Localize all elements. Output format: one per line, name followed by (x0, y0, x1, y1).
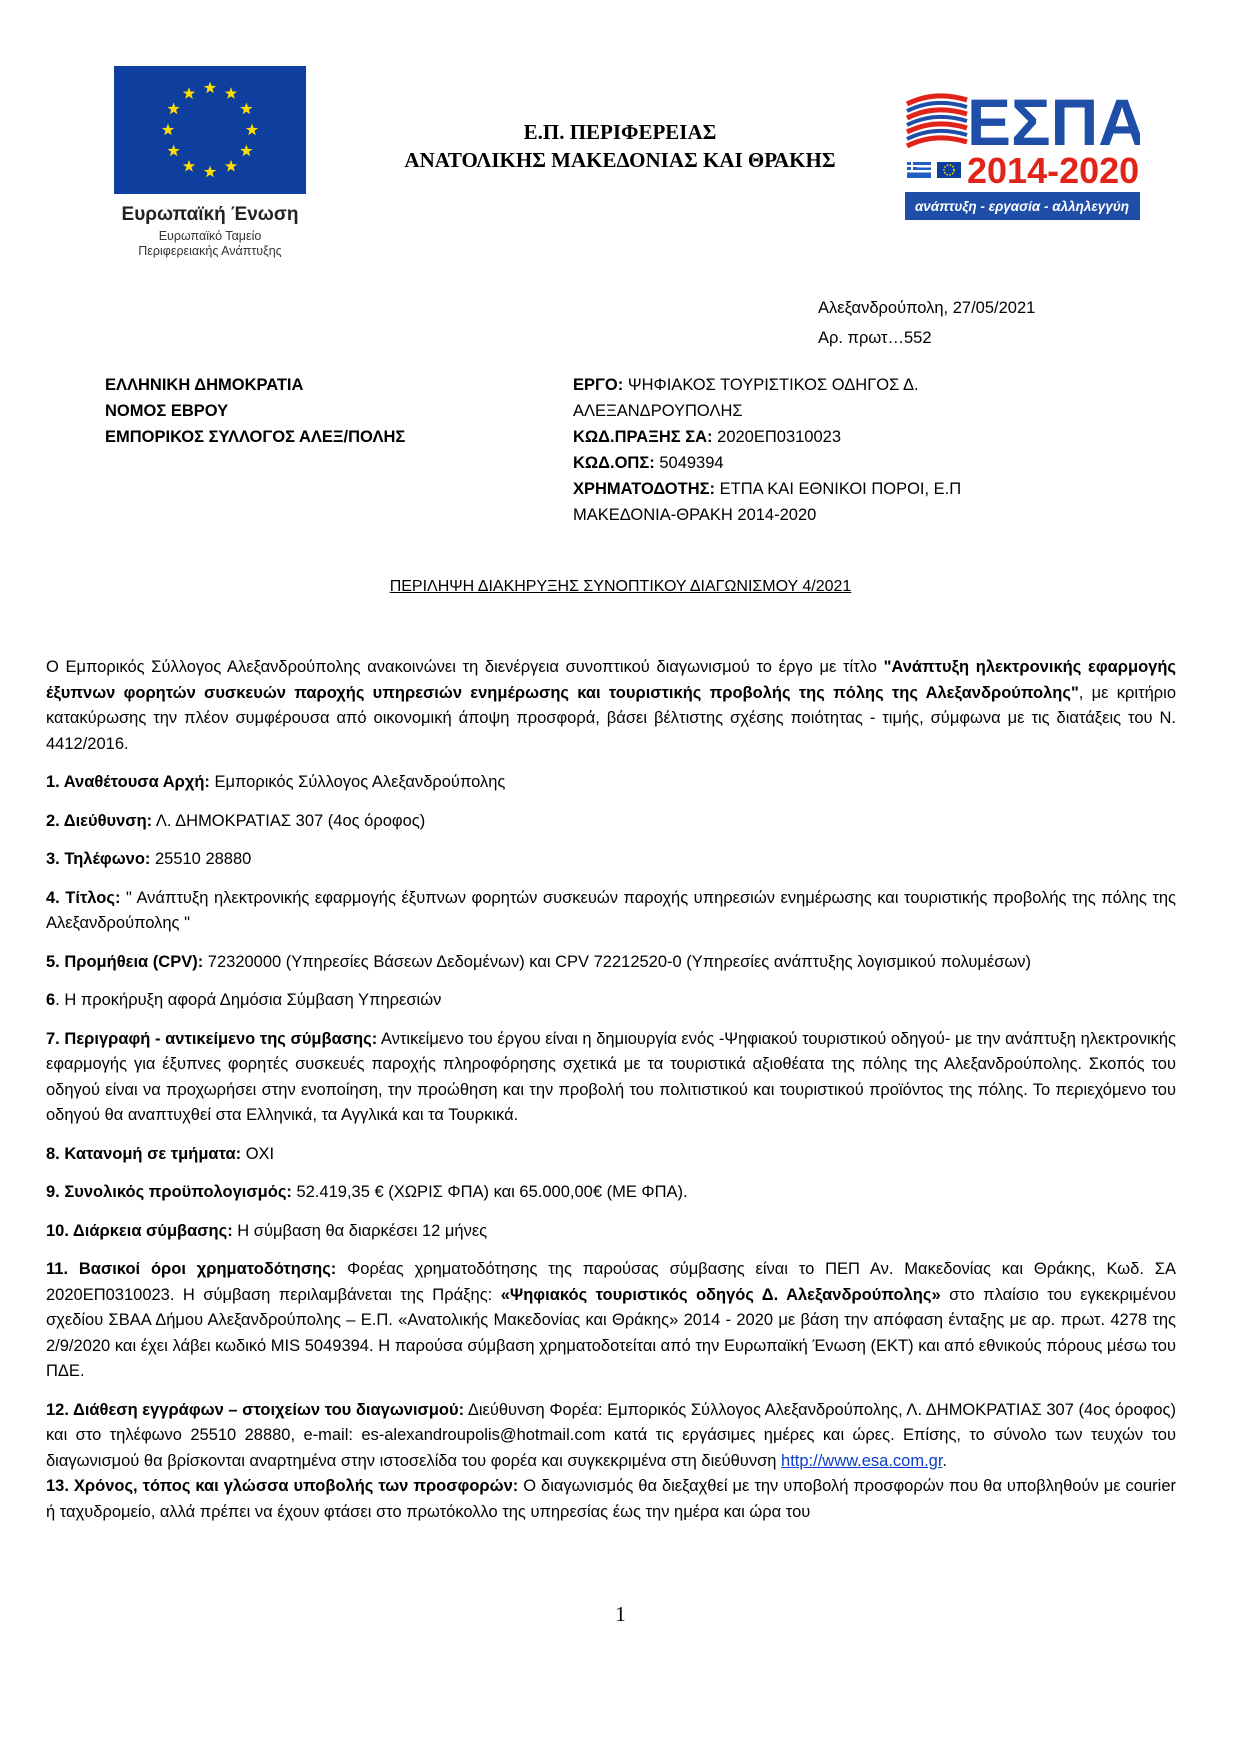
issuer-line: ΕΛΛΗΝΙΚΗ ΔΗΜΟΚΡΑΤΙΑ (105, 376, 304, 394)
eu-star-icon (167, 145, 179, 157)
intro-paragraph: Ο Εμπορικός Σύλλογος Αλεξανδρούπολης ανακοινώνει τη διενέργεια συνοπτικού διαγωνισμού το έργο με τίτλο "Ανάπτυξη ηλεκτρονικής εφαρμογής έξυπνων φορητών συσκευών παροχής υπηρεσιών ενημέρωσης και τουριστικής προβολής της πόλης της Αλεξανδρούπολης", με κριτήριο κατακύρωσης την πλέον συμφέρουσα από οικονομική άποψη προσφορά, βάσει βέλτιστης σχέσης ποιότητας - τιμής, σύμφωνα με τις διατάξεις του Ν. 4412/2016. (46, 658, 1177, 753)
issuer-info (105, 372, 405, 450)
eu-logo (112, 66, 308, 259)
list-item: 3. Τηλέφωνο: 25510 28880 (46, 850, 252, 868)
eu-star-icon (225, 87, 237, 99)
list-item: 9. Συνολικός προϋπολογισμός: 52.419,35 € (ΧΩΡΙΣ ΦΠΑ) και 65.000,00€ (ΜΕ ΦΠΑ). (46, 1183, 688, 1201)
list-item: 11. Βασικοί όροι χρηματοδότησης: Φορέας χρηματοδότησης της παρούσας σύμβασης είναι το ΠΕΠ Αν. Μακεδονίας και Θράκης, Κωδ. ΣΑ 2020ΕΠ0310023. Η σύμβαση περιλαμβάνεται της Πράξης: «Ψηφιακός τουριστικός οδηγός Δ. Αλεξανδρούπολης» στο πλαίσιο του εγκεκριμένου σχεδίου ΣΒΑΑ Δήμου Αλεξανδρούπολης – Ε.Π. «Ανατολικής Μακεδονίας και Θράκης» 2014 - 2020 με βάση την απόφαση ένταξης με αρ. πρωτ. 4278 της 2/9/2020 και έχει λάβει κωδικό MIS 5049394. Η παρούσα σύμβαση χρηματοδοτείται από την Ευρωπαϊκή Ένωση (ΕΚΤ) και από εθνικούς πόρους μέσω του ΠΔΕ. (46, 1260, 1176, 1380)
eu-logo-subtitle: Ευρωπαϊκό Ταμείο Περιφερειακής Ανάπτυξης (138, 229, 282, 258)
eu-star-icon (162, 124, 174, 136)
list-item: 13. Χρόνος, τόπος και γλώσσα υποβολής των προσφορών: Ο διαγωνισμός θα διεξαχθεί με την υποβολή προσφορών που θα υποβληθούν με courier ή ταχυδρομείο, αλλά πρέπει να έχουν φτάσει στο πρωτόκολλο της υπηρεσίας έως την ημέρα και ώρα του (46, 1477, 1176, 1521)
list-item: 6. Η προκήρυξη αφορά Δημόσια Σύμβαση Υπηρεσιών (46, 991, 442, 1009)
list-item: 5. Προμήθεια (CPV): 72320000 (Υπηρεσίες Βάσεων Δεδομένων) και CPV 72212520-0 (Υπηρεσίες ανάπτυξης λογισμικού πολυμέσων) (46, 952, 1032, 971)
eu-star-icon (204, 166, 216, 178)
list-item: 4. Τίτλος: " Ανάπτυξη ηλεκτρονικής εφαρμογής έξυπνων φορητών συσκευών παροχής υπηρεσιών ενημέρωσης και τουριστικής προβολής της πόλης της Αλεξανδρούπολης " (46, 888, 1176, 932)
list-item: 12. Διάθεση εγγράφων – στοιχείων του διαγωνισμού: Διεύθυνση Φορέα: Εμπορικός Σύλλογος Αλεξανδρούπολης, Λ. ΔΗΜΟΚΡΑΤΙΑΣ 307 (4ος όροφος) και στο τηλέφωνο 25510 28880, e-mail: es-alexandroupolis@hotmail.com κατά τις εργάσιμες ημέρες και ώρες. Επίσης, το σύνολο των τευχών του διαγωνισμού θα βρίσκονται αναρτημένα στην ιστοσελίδα του φορέα και συγκεκριμένα στη διεύθυνση http://www.esa.com.gr. (46, 1400, 1176, 1470)
document-body (46, 655, 1176, 1538)
protocol-number: Αρ. πρωτ…552 (818, 329, 932, 347)
espa-slogan: ανάπτυξη - εργασία - αλληλεγγύη (914, 199, 1130, 214)
eu-star-icon (183, 160, 195, 172)
website-link[interactable]: http://www.esa.com.gr (781, 1451, 943, 1470)
place-date: Αλεξανδρούπολη, 27/05/2021 (818, 299, 1036, 317)
list-item: 2. Διεύθυνση: Λ. ΔΗΜΟΚΡΑΤΙΑΣ 307 (4ος όροφος) (46, 811, 426, 830)
eu-star-icon (240, 145, 252, 157)
page-number: 1 (615, 1602, 626, 1626)
list-item: 8. Κατανομή σε τμήματα: ΟΧΙ (46, 1144, 275, 1163)
issuer-line: ΕΜΠΟΡΙΚΟΣ ΣΥΛΛΟΓΟΣ ΑΛΕΞ/ΠΟΛΗΣ (105, 428, 406, 446)
issuer-line: ΝΟΜΟΣ ΕΒΡΟΥ (105, 402, 229, 420)
espa-logo (905, 82, 1140, 222)
eu-star-icon (183, 87, 195, 99)
eu-flag-icon (114, 66, 306, 194)
espa-flag-stripes-icon (907, 96, 967, 146)
list-item: 7. Περιγραφή - αντικείμενο της σύμβασης: Αντικείμενο του έργου είναι η δημιουργία ενός -Ψηφιακού τουριστικού οδηγού- με την ανάπτυξη ηλεκτρονικής εφαρμογής για έξυπνες φορητές συσκευές παροχής πληροφόρησης σχετικά με τα τουριστικά αξιοθέατα της πόλης της Αλεξανδρούπολης. Σκοπός του οδηγού είναι να προχωρήσει στην ενοποίηση, την προώθηση και την προβολή του πολιτιστικού και τουριστικού προϊόντος της πόλης. Το περιεχόμενο του οδηγού θα αναπτυχθεί στα Ελληνικά, τα Αγγλικά και τα Τουρκικά. (46, 1029, 1176, 1124)
eu-small-flag-icon (937, 162, 961, 178)
document-heading: ΠΕΡΙΛΗΨΗ ΔΙΑΚΗΡΥΞΗΣ ΣΥΝΟΠΤΙΚΟΥ ΔΙΑΓΩΝΙΣΜΟΥ 4/2021 (389, 578, 852, 595)
espa-years: 2014-2020 (967, 150, 1140, 191)
project-info: ΕΡΓΟ: ΨΗΦΙΑΚΟΣ ΤΟΥΡΙΣΤΙΚΟΣ ΟΔΗΓΟΣ Δ. ΑΛΕΞΑΝΔΡΟΥΠΟΛΗΣ ΚΩΔ.ΠΡΑΞΗΣ ΣΑ: 2020ΕΠ0310023 ΚΩΔ.ΟΠΣ: 5049394 ΧΡΗΜΑΤΟΔΟΤΗΣ: ΕΤΠΑ ΚΑΙ ΕΘΝΙΚΟΙ ΠΟΡΟΙ, Ε.Π ΜΑΚΕΔΟΝΙΑ-ΘΡΑΚΗ 2014-2020 (573, 376, 962, 524)
espa-name: ΕΣΠΑ (967, 85, 1140, 159)
eu-star-icon (240, 103, 252, 115)
eu-star-icon (204, 82, 216, 94)
list-item: 1. Αναθέτουσα Αρχή: Εμπορικός Σύλλογος Αλεξανδρούπολης (46, 773, 506, 791)
eu-logo-title: Ευρωπαϊκή Ένωση (121, 204, 299, 225)
program-title: Ε.Π. ΠΕΡΙΦΕΡΕΙΑΣ ΑΝΑΤΟΛΙΚΗΣ ΜΑΚΕΔΟΝΙΑΣ ΚΑΙ ΘΡΑΚΗΣ (404, 120, 836, 172)
date-block (818, 293, 1035, 353)
eu-star-icon (225, 160, 237, 172)
eu-star-icon (167, 103, 179, 115)
eu-star-icon (246, 124, 258, 136)
list-item: 10. Διάρκεια σύμβασης: Η σύμβαση θα διαρκέσει 12 μήνες (46, 1221, 488, 1240)
